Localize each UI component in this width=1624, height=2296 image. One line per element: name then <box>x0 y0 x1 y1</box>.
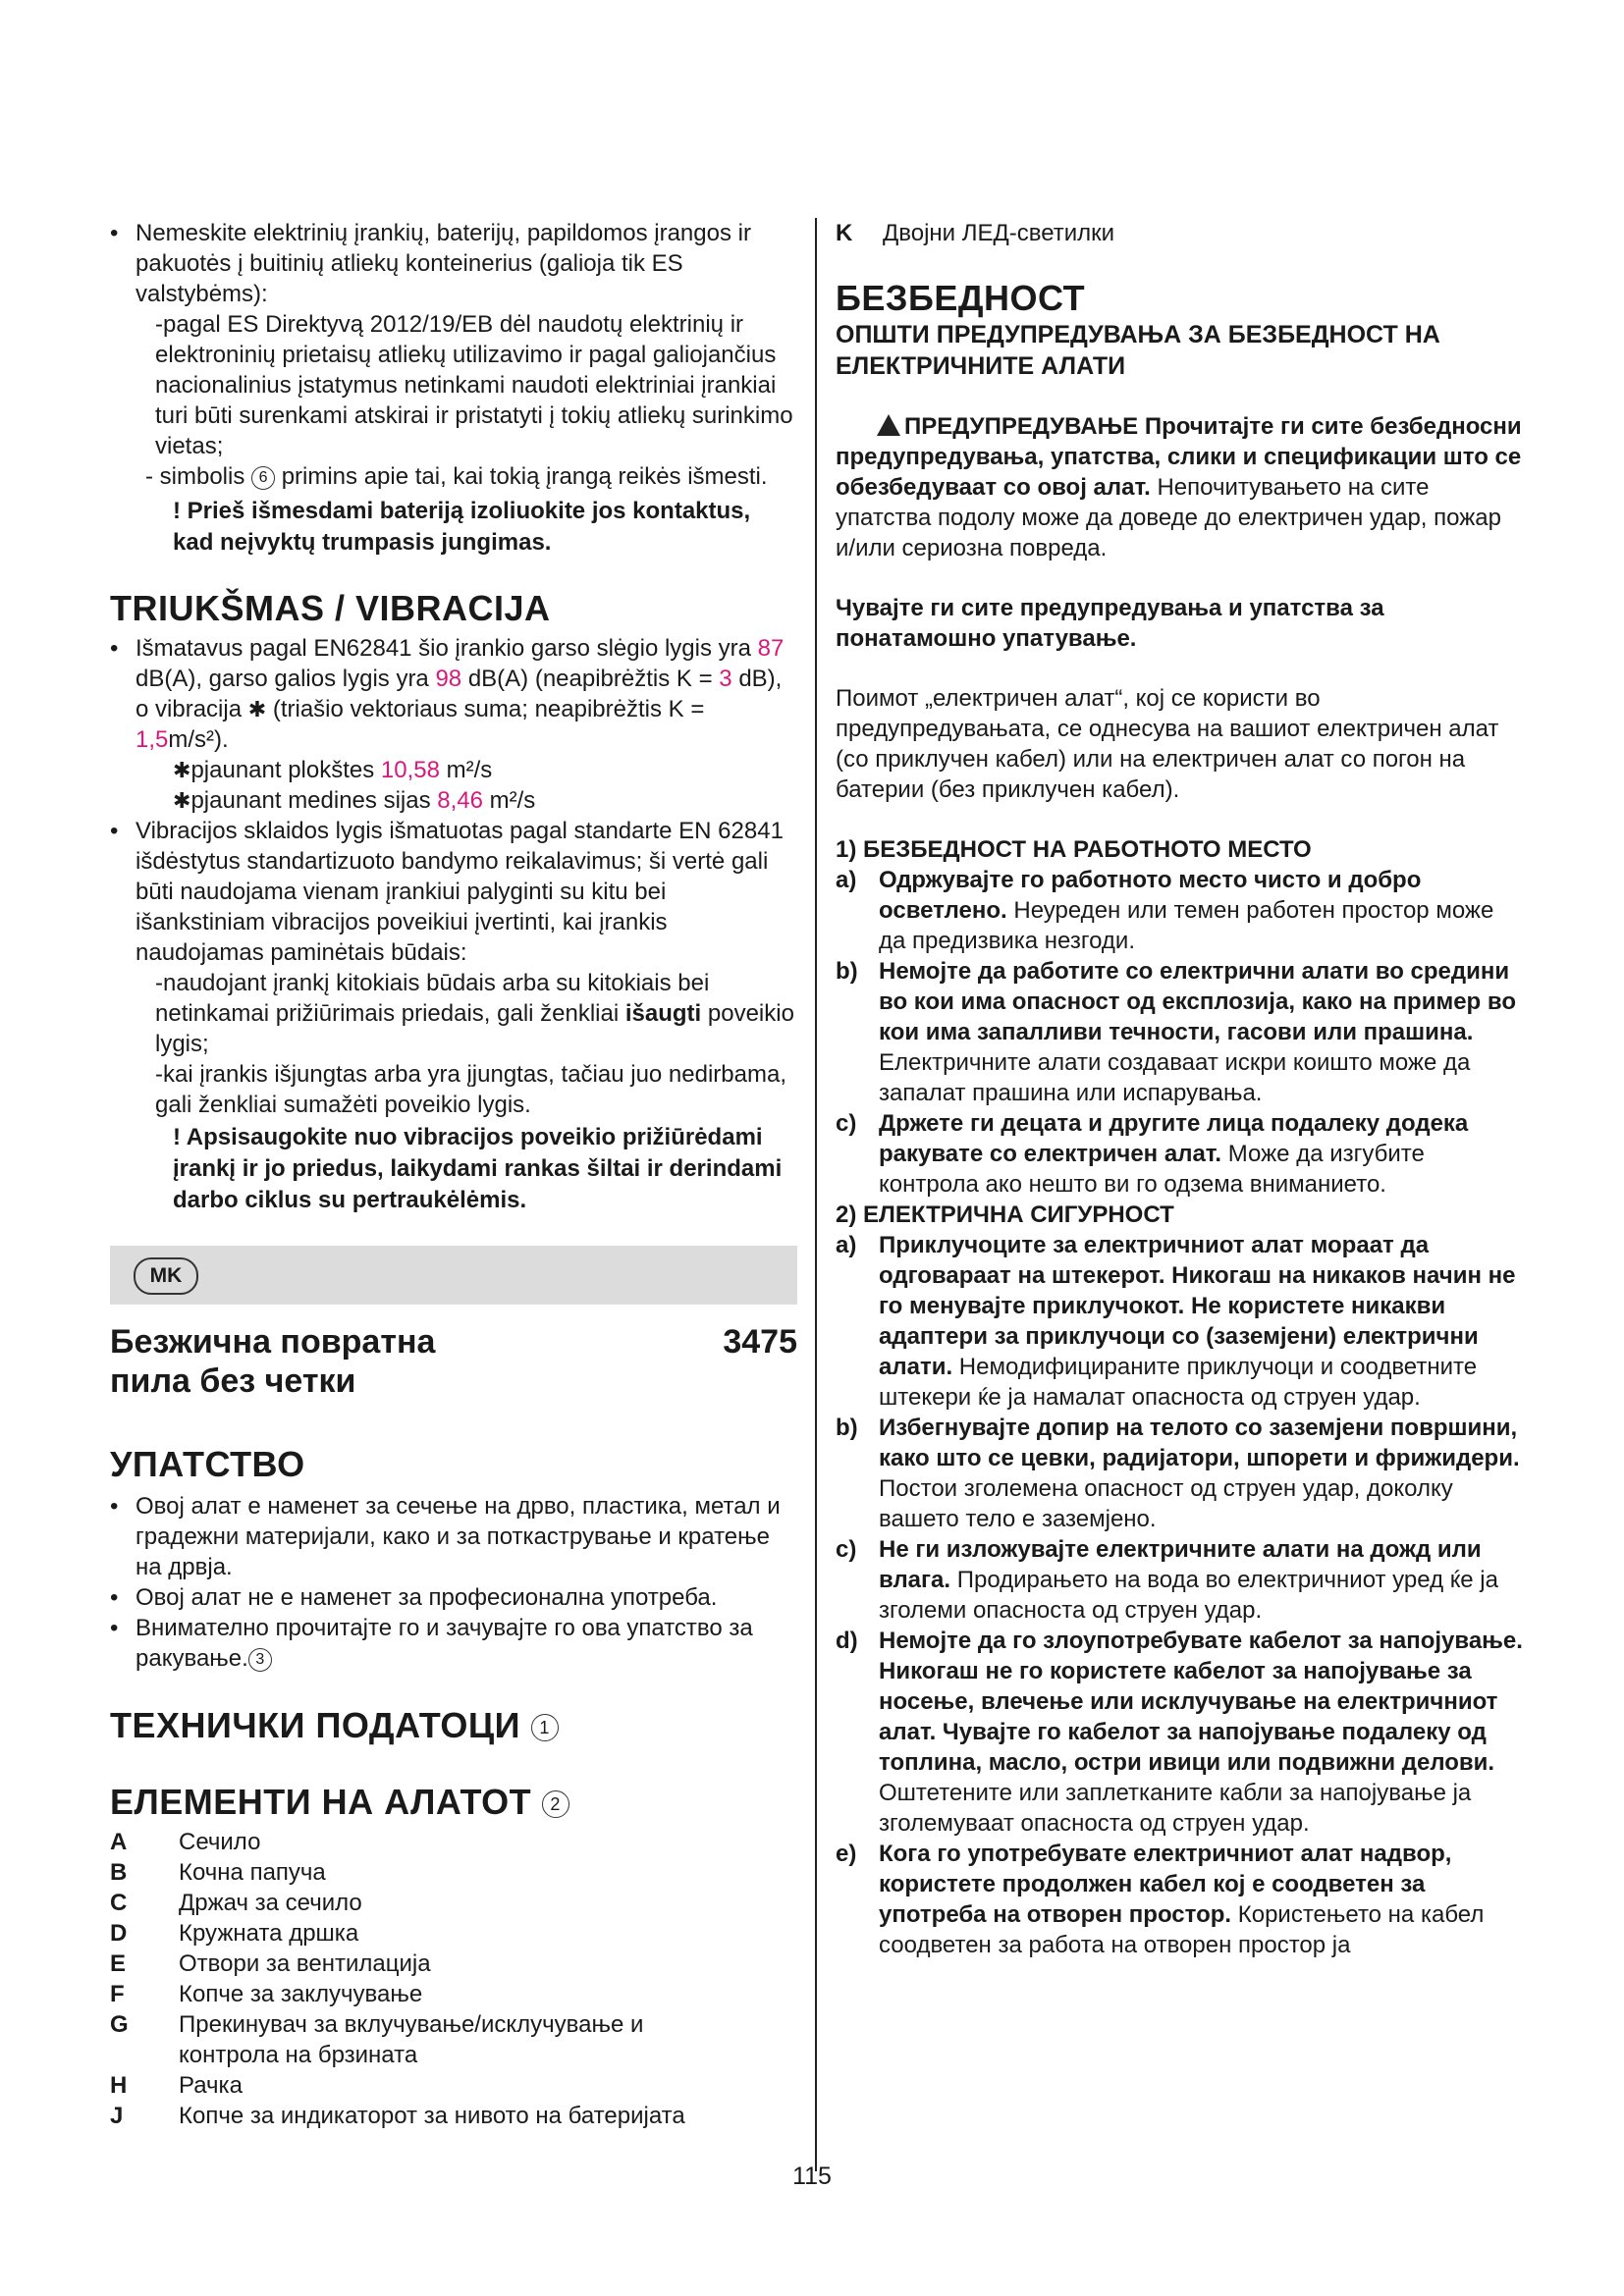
item-bold: Приклучоците за електричниот алат мораат да одговараат на штекерот. Никогаш на никаков начин не го менувајте приклучокот. Не користете никакви адаптери за приклучоци со (заземјени) електрични алати. <box>879 1232 1516 1380</box>
item-letter: d) <box>836 1628 858 1654</box>
item-letter: b) <box>836 958 858 985</box>
vibration-text: Vibracijos sklaidos lygis išmatuotas pagal standarte EN 62841 išdėstytus standartizuoto bandymo reikalavimus; ši vertė gali būti naudojama vienam įrankiui palyginti su kitu bei išankstiniam vibracijos poveikiui įvertinti, kai įrankis naudojamas paminėtais būdais: <box>135 818 784 966</box>
noise-uncertainty-value: 3 <box>719 666 732 692</box>
battery-warning: ! Prieš išmesdami bateriją izoliuokite jos kontaktus, kad neįvyktų trumpasis jungimas. <box>173 498 751 556</box>
element-row <box>110 1979 797 2009</box>
safety-item <box>836 1534 1523 1626</box>
safety-item <box>836 1230 1523 1413</box>
safety-item <box>836 865 1523 956</box>
disposal-sub-2 <box>110 461 797 492</box>
element-row <box>110 1857 797 1888</box>
vibration-uncertainty-value: 1,5 <box>135 726 169 753</box>
section-2-heading: 2) ЕЛЕКТРИЧНА СИГУРНОСТ <box>836 1201 1174 1228</box>
element-label: Двојни ЛЕД-светилки <box>883 220 1115 246</box>
item-bold: Немојте да го злоупотребувате кабелот за напојување. Никогаш не го користете кабелот за напојување за носење, влечење или исклучување на електричниот алат. Чувајте го кабелот за напојување подалеку од топлина, масло, остри ивици или подвижни делови. <box>879 1628 1523 1776</box>
noise-heading: TRIUKŠMAS / VIBRACIJA <box>110 588 551 628</box>
vibration-star-icon: ✱ <box>247 697 267 721</box>
item-text: Продирањето на вода во електричниот уред ќе ја зголеми опасноста од струен удар. <box>879 1567 1498 1624</box>
item-text: Може да изгубите контрола ако нешто ви го одзема вниманието. <box>879 1141 1425 1198</box>
element-row <box>110 1949 797 1979</box>
element-row <box>110 2009 797 2070</box>
item-letter: b) <box>836 1415 858 1441</box>
vibration-star-icon: ✱ <box>173 758 191 782</box>
element-label: Кочна папуча <box>179 1859 326 1886</box>
wood-value: 8,46 <box>437 787 483 814</box>
warning-triangle-icon <box>836 413 904 440</box>
right-column <box>836 218 1523 1960</box>
wood-unit: m²/s <box>489 787 536 814</box>
element-row <box>110 2101 797 2131</box>
product-title: Безжична повратна пила без четки <box>110 1323 436 1400</box>
element-label: Копче за заклучување <box>179 1981 423 2007</box>
vibration-sub-2: -kai įrankis išjungtas arba yra įjungtas, tačiau juo nedirbama, gali ženkliai sumažėti poveikio lygis. <box>155 1061 786 1118</box>
use-bullet-3-text: Внимателно прочитајте го и зачувајте го ова упатство за ракување. <box>135 1615 753 1672</box>
element-label: Кружната дршка <box>179 1920 359 1947</box>
element-key: H <box>110 2072 128 2099</box>
item-bold: Одржувајте го работното место чисто и добро осветлено. <box>879 867 1422 924</box>
item-bold: Не ги изложувајте електричните алати на дожд или влага. <box>879 1536 1482 1593</box>
noise-t3: dB(A) (neapibrėžtis K = <box>467 666 713 692</box>
element-label: Сечило <box>179 1829 261 1855</box>
tech-data-heading <box>110 1705 797 1746</box>
disposal-bullet <box>110 218 797 309</box>
model-number: 3475 <box>723 1323 797 1361</box>
noise-t6: m/s²). <box>168 726 229 753</box>
element-row-k <box>836 218 1523 248</box>
disposal-text: Nemeskite elektrinių įrankių, baterijų, papildomos įrangos ir pakuotės į buitinių atliekų konteinerius (galioja tik ES valstybėms): <box>135 220 751 307</box>
noise-t4: dB), o vibracija <box>135 666 783 722</box>
vib-sub1-a: -naudojant įrankį kitokiais būdais arba su kitokiais bei netinkamai prižiūrimais priedais, gali ženkliai <box>155 970 710 1027</box>
vibration-bullet <box>110 816 797 968</box>
safety-heading: БЕЗБЕДНОСТ <box>836 278 1086 318</box>
vib-sub1-b: poveikio lygis; <box>155 1000 794 1057</box>
use-bullet: • Овој алат не е наменет за професионална употреба. <box>110 1582 797 1613</box>
vib-sub1-bold: išaugti <box>624 1000 702 1027</box>
safety-item <box>836 1108 1523 1200</box>
use-heading: УПАТСТВО <box>110 1444 305 1484</box>
noise-bullet <box>110 633 797 755</box>
safety-item <box>836 1626 1523 1839</box>
safety-item <box>836 1839 1523 1960</box>
item-letter: a) <box>836 1232 857 1258</box>
wood-label: pjaunant medines sijas <box>190 787 431 814</box>
noise-t2: dB(A), garso galios lygis yra <box>135 666 429 692</box>
item-letter: e) <box>836 1841 857 1867</box>
term-definition: Поимот „електричен алат“, кој се користи во предупредувањата, се однесува на вашиот електричен алат (со приклучен кабел) или на електричен алат со погон на батерии (без приклучен кабел). <box>836 685 1499 803</box>
elements-heading <box>110 1782 797 1823</box>
plate-value: 10,58 <box>380 757 440 783</box>
element-key: B <box>110 1859 128 1886</box>
warning-bold-text: ПРЕДУПРЕДУВАЊЕ Прочитајте ги сите безбедносни предупредувања, упатства, слики и спецификации што се обезбедуваат со овој алат. <box>836 413 1522 501</box>
safety-subheading: ОПШТИ ПРЕДУПРЕДУВАЊА ЗА БЕЗБЕДНОСТ НА ЕЛЕКТРИЧНИТЕ АЛАТИ <box>836 321 1440 380</box>
plate-line <box>110 755 797 785</box>
figure-ref-3-icon: 3 <box>248 1648 272 1672</box>
element-key: K <box>836 220 853 246</box>
item-bold: Држете ги децата и другите лица подалеку додека ракувате со електричен алат. <box>879 1110 1469 1167</box>
item-letter: a) <box>836 867 857 893</box>
element-key: E <box>110 1950 127 1977</box>
element-key: G <box>110 2011 129 2038</box>
item-bold: Избегнувајте допир на телото со заземјени површини, како што се цевки, радијатори, шпорети и фрижидери. <box>879 1415 1520 1471</box>
element-key: D <box>110 1920 128 1947</box>
element-label: Отвори за вентилација <box>179 1950 431 1977</box>
warning-text: Непочитувањето на сите упатства подолу може да доведе до електричен удар, пожар и/или сериозна повреда. <box>836 474 1501 561</box>
element-label: Прекинувач за вклучување/исклучување и контрола на брзината <box>179 2011 644 2068</box>
disposal-sub-2-a: - simbolis <box>145 463 245 490</box>
wood-line <box>110 785 797 816</box>
vibration-sub-1 <box>110 968 797 1059</box>
item-bold: Немојте да работите со електрични алати во средини во кои има опасност од експлозија, како на пример во кои има запалливи течности, гасови или прашина. <box>879 958 1516 1045</box>
element-label: Рачка <box>179 2072 243 2099</box>
item-text: Користењето на кабел соодветен за работа на отворен простор ја <box>879 1901 1485 1958</box>
element-key: F <box>110 1981 125 2007</box>
vibration-warning: ! Apsisaugokite nuo vibracijos poveikio prižiūrėdami įrankį ir jo priedus, laikydami rankas šiltai ir derindami darbo ciklus su pertraukėlėmis. <box>173 1124 783 1213</box>
item-text: Постои зголемена опасност од струен удар, доколку вашето тело е заземјено. <box>879 1475 1453 1532</box>
left-column <box>110 218 797 2131</box>
plate-label: pjaunant plokštes <box>190 757 375 783</box>
section-1-heading: 1) БЕЗБЕДНОСТ НА РАБОТНОТО МЕСТО <box>836 836 1312 863</box>
page-number: 115 <box>792 2163 832 2190</box>
vibration-star-icon: ✱ <box>173 788 191 813</box>
item-text: Неуреден или темен работен простор може да предизвика незгоди. <box>879 897 1494 954</box>
element-row <box>110 1888 797 1918</box>
keep-instructions: Чувајте ги сите предупредувања и упатства за понатамошно упатување. <box>836 595 1384 652</box>
general-warning <box>836 411 1523 563</box>
noise-t1: Išmatavus pagal EN62841 šio įrankio garso slėgio lygis yra <box>135 635 751 662</box>
item-text: Електричните алати создаваат искри коишто може да запалат прашина или испарувања. <box>879 1049 1471 1106</box>
item-letter: c) <box>836 1536 857 1563</box>
disposal-sub-1: -pagal ES Direktyvą 2012/19/EB dėl naudotų elektrinių ir elektroninių prietaisų atliekų utilizavimo ir pagal galiojančius nacionalinius įstatymus netinkami naudoti elektriniai įrankiai turi būti surenkami atskirai ir pristatyti į tokių atliekų surinkimo vietas; <box>155 311 793 459</box>
noise-power-value: 98 <box>435 666 462 692</box>
noise-pressure-value: 87 <box>757 635 785 662</box>
plate-unit: m²/s <box>446 757 493 783</box>
item-bold: Кога го употребувате електричниот алат надвор, користете продолжен кабел кој е соодветен за употреба на отворен простор. <box>879 1841 1452 1928</box>
item-text: Немодифицираните приклучоци и соодветните штекери ќе ја намалат опасноста од струен удар. <box>879 1354 1478 1411</box>
language-badge: MK <box>134 1257 198 1295</box>
element-key: J <box>110 2103 124 2129</box>
safety-item <box>836 1413 1523 1534</box>
language-bar <box>110 1246 797 1305</box>
item-letter: c) <box>836 1110 857 1137</box>
figure-ref-6-icon: 6 <box>251 466 275 490</box>
disposal-sub-2-b: primins apie tai, kai tokią įrangą reikės išmesti. <box>281 463 768 490</box>
figure-ref-2-icon: 2 <box>542 1790 569 1818</box>
elements-list <box>110 1827 797 2131</box>
column-divider <box>815 218 817 2171</box>
use-bullet: • Овој алат е наменет за сечење на дрво, пластика, метал и градежни материјали, како и за поткастрување и кратење на дрвја. <box>110 1491 797 1582</box>
element-label: Држач за сечило <box>179 1890 362 1916</box>
use-list <box>110 1491 797 1674</box>
element-row <box>110 1827 797 1857</box>
element-key: C <box>110 1890 128 1916</box>
noise-t5: (triašio vektoriaus suma; neapibrėžtis K = <box>272 696 705 722</box>
use-bullet <box>110 1613 797 1674</box>
element-row <box>110 2070 797 2101</box>
element-key: A <box>110 1829 128 1855</box>
element-row <box>110 1918 797 1949</box>
safety-item <box>836 956 1523 1108</box>
tech-data-heading-text: ТЕХНИЧКИ ПОДАТОЦИ <box>110 1705 521 1745</box>
item-text: Оштетените или заплетканите кабли за напојување ја зголемуваат опасноста од струен удар. <box>879 1780 1472 1837</box>
element-label: Копче за индикаторот за нивото на батеријата <box>179 2103 685 2129</box>
figure-ref-1-icon: 1 <box>531 1714 559 1741</box>
product-title-row <box>110 1322 797 1401</box>
elements-heading-text: ЕЛЕМЕНТИ НА АЛАТОТ <box>110 1782 532 1822</box>
